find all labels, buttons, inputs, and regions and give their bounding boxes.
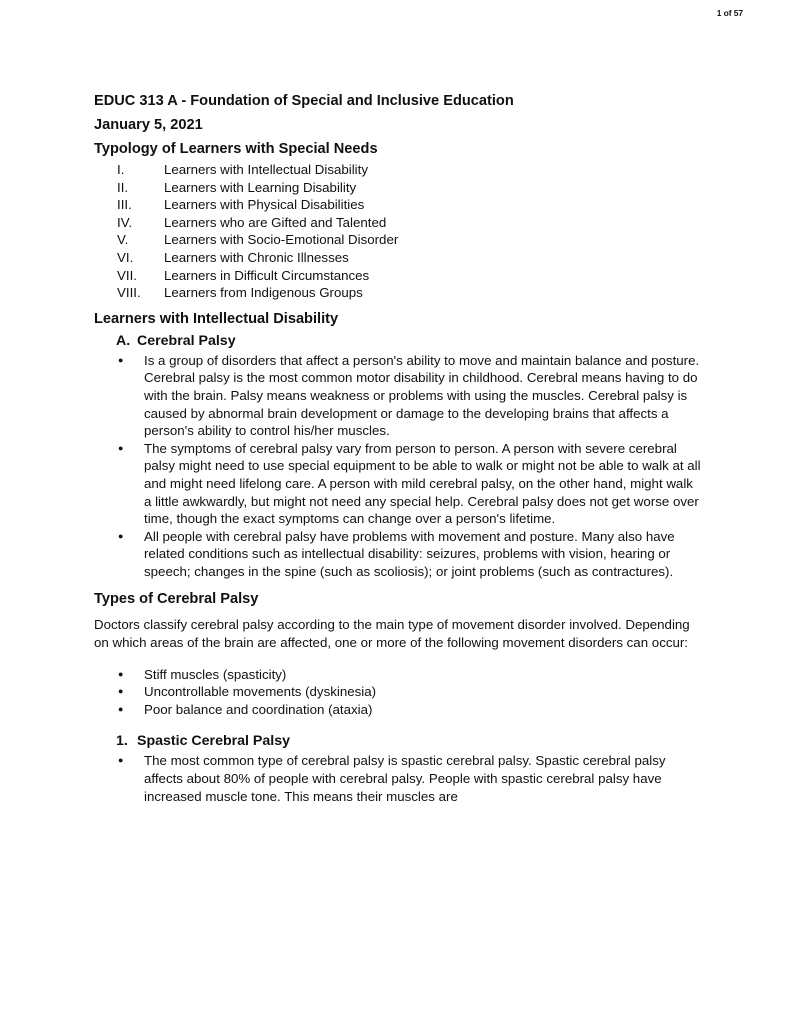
list-number: III.	[117, 197, 132, 213]
bullet-icon: ●	[118, 686, 124, 697]
list-text: Learners with Socio-Emotional Disorder	[164, 232, 399, 248]
typology-heading: Typology of Learners with Special Needs	[94, 141, 378, 157]
types-intro: Doctors classify cerebral palsy according to the main type of movement disorder involved. Depending on which areas of the brain are affected, one or more of the following movement disorders can occur:	[94, 617, 690, 651]
bullet-icon: ●	[118, 668, 124, 679]
list-item	[94, 284, 704, 302]
page-number: 1 of 57	[716, 8, 743, 18]
cerebral-palsy-bullets	[94, 352, 704, 581]
list-item	[116, 440, 704, 528]
list-text: Learners from Indigenous Groups	[164, 285, 363, 301]
bullet-icon: ●	[118, 442, 124, 453]
list-item	[116, 528, 704, 581]
list-number: IV.	[117, 214, 133, 230]
list-number: II.	[117, 179, 129, 195]
list-text: Learners with Learning Disability	[164, 179, 357, 195]
sub-heading-marker: 1.	[116, 733, 128, 750]
list-number: VII.	[117, 267, 137, 283]
bullet-text: Is a group of disorders that affect a person's ability to move and maintain balance and posture. Cerebral palsy is the most common motor disability in childhood. Cerebral means having to do with the brain. Palsy means weakness or problems with using the muscles. Cerebral palsy is caused by abnormal brain development or damage to the developing brains that affects a person's ability to control his/her muscles.	[144, 352, 700, 439]
list-item	[116, 701, 704, 719]
bullet-icon: ●	[118, 530, 124, 541]
bullet-icon: ●	[118, 354, 124, 365]
list-item	[94, 249, 704, 267]
spastic-heading	[116, 732, 704, 750]
bullet-icon: ●	[118, 755, 124, 766]
typology-list	[94, 161, 704, 302]
list-number: VI.	[117, 249, 134, 265]
document-title: EDUC 313 A - Foundation of Special and Inclusive Education	[94, 93, 514, 109]
sub-heading-text: Cerebral Palsy	[137, 332, 236, 349]
intellectual-heading: Learners with Intellectual Disability	[94, 310, 339, 327]
list-item	[94, 231, 704, 249]
list-number: I.	[117, 162, 125, 177]
movement-disorder-bullets	[94, 666, 704, 719]
bullet-text: All people with cerebral palsy have problems with movement and posture. Many also have related conditions such as intellectual disability: seizures, problems with vision, hearing or speech; changes in the spine (such as scoliosis); or joint problems (such as contractures).	[144, 528, 675, 579]
bullet-text: The most common type of cerebral palsy is spastic cerebral palsy. Spastic cerebral palsy affects about 80% of people with cerebral palsy. People with spastic cerebral palsy have increased muscle tone. This means their muscles are	[144, 753, 666, 804]
document-date: January 5, 2021	[94, 117, 203, 133]
list-text: Learners in Difficult Circumstances	[164, 267, 370, 283]
bullet-icon: ●	[118, 703, 124, 714]
sub-heading-text: Spastic Cerebral Palsy	[137, 733, 290, 750]
bullet-text: Stiff muscles (spasticity)	[144, 666, 287, 682]
list-text: Learners with Physical Disabilities	[164, 197, 365, 213]
list-item	[94, 196, 704, 214]
list-item	[94, 214, 704, 232]
list-text: Learners with Chronic Illnesses	[164, 249, 349, 265]
list-item	[94, 161, 704, 179]
list-item	[116, 752, 704, 805]
list-item	[116, 683, 704, 701]
bullet-text: Uncontrollable movements (dyskinesia)	[144, 684, 377, 700]
cerebral-palsy-heading	[116, 332, 704, 350]
list-item	[94, 267, 704, 285]
sub-heading-marker: A.	[116, 332, 131, 349]
types-heading: Types of Cerebral Palsy	[94, 591, 259, 608]
list-text: Learners who are Gifted and Talented	[164, 214, 387, 230]
bullet-text: Poor balance and coordination (ataxia)	[144, 701, 373, 717]
list-item	[116, 352, 704, 440]
bullet-text: The symptoms of cerebral palsy vary from person to person. A person with severe cerebral palsy might need to use special equipment to be able to walk or might not be able to walk at all and might need lifelong care. A person with mild cerebral palsy, on the other hand, might walk a little awkwardly, but might not need any special help. Cerebral palsy does not get worse over time, though the exact symptoms can change over a person's lifetime.	[144, 440, 701, 527]
document-body	[94, 92, 704, 805]
list-item	[116, 666, 704, 684]
list-number: V.	[117, 232, 129, 248]
spastic-bullets	[94, 752, 704, 805]
list-number: VIII.	[117, 285, 141, 301]
list-text: Learners with Intellectual Disability	[164, 162, 368, 177]
list-item	[94, 179, 704, 197]
